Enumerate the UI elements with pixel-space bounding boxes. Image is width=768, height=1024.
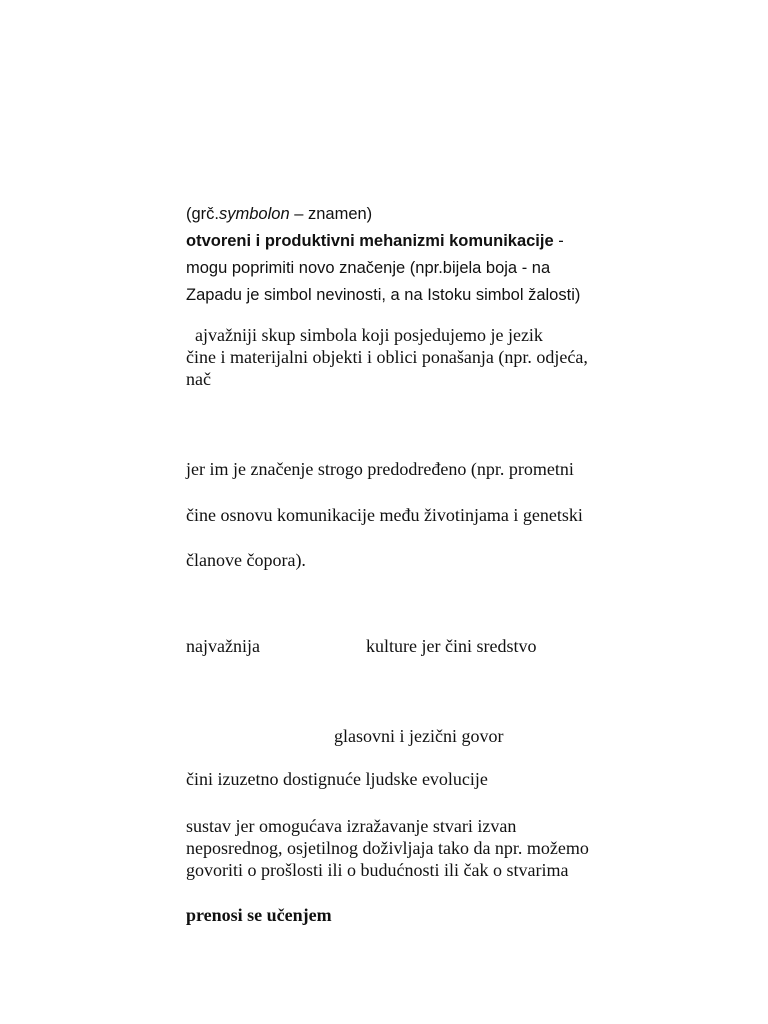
text-span: – znamen) xyxy=(289,205,373,223)
text-line: nač xyxy=(186,369,211,389)
serif-paragraph-1 xyxy=(186,324,686,390)
paragraph-izuzetno: čini izuzetno dostignuće ljudske evolucije xyxy=(186,769,488,789)
paragraph-clanove: članove čopora). xyxy=(186,550,306,570)
paragraph-prenosi: prenosi se učenjem xyxy=(186,905,332,925)
paragraph-jer: jer im je značenje strogo predodređeno (npr. prometni xyxy=(186,459,574,479)
paragraph-najvaznija xyxy=(186,635,686,657)
text-span: (grč. xyxy=(186,205,219,223)
sans-text-block xyxy=(186,201,686,309)
text-line: govoriti o prošlosti ili o budućnosti ili čak o stvarima xyxy=(186,860,569,880)
text-line: mogu poprimiti novo značenje (npr.bijela boja - na xyxy=(186,259,551,277)
paragraph-glasovni: glasovni i jezični govor xyxy=(334,726,504,746)
text-line: sustav jer omogućava izražavanje stvari izvan xyxy=(186,816,517,836)
text-line: čine i materijalni objekti i oblici ponašanja (npr. odjeća, xyxy=(186,347,588,367)
text-span: najvažnija xyxy=(186,636,260,656)
italic-term: symbolon xyxy=(219,205,290,223)
text-span: - xyxy=(553,232,564,250)
text-line: ajvažniji skup simbola koji posjedujemo je jezik xyxy=(186,325,543,345)
text-span: kulture jer čini sredstvo xyxy=(366,636,537,656)
text-line xyxy=(186,201,686,228)
paragraph-sustav xyxy=(186,815,686,881)
paragraph-cine: čine osnovu komunikacije među životinjama i genetski xyxy=(186,505,583,525)
bold-heading-text: otvoreni i produktivni mehanizmi komunikacije xyxy=(186,232,554,250)
text-line: Zapadu je simbol nevinosti, a na Istoku simbol žalosti) xyxy=(186,286,581,304)
text-line xyxy=(186,228,686,255)
text-line: neposrednog, osjetilnog doživljaja tako da npr. možemo xyxy=(186,838,589,858)
